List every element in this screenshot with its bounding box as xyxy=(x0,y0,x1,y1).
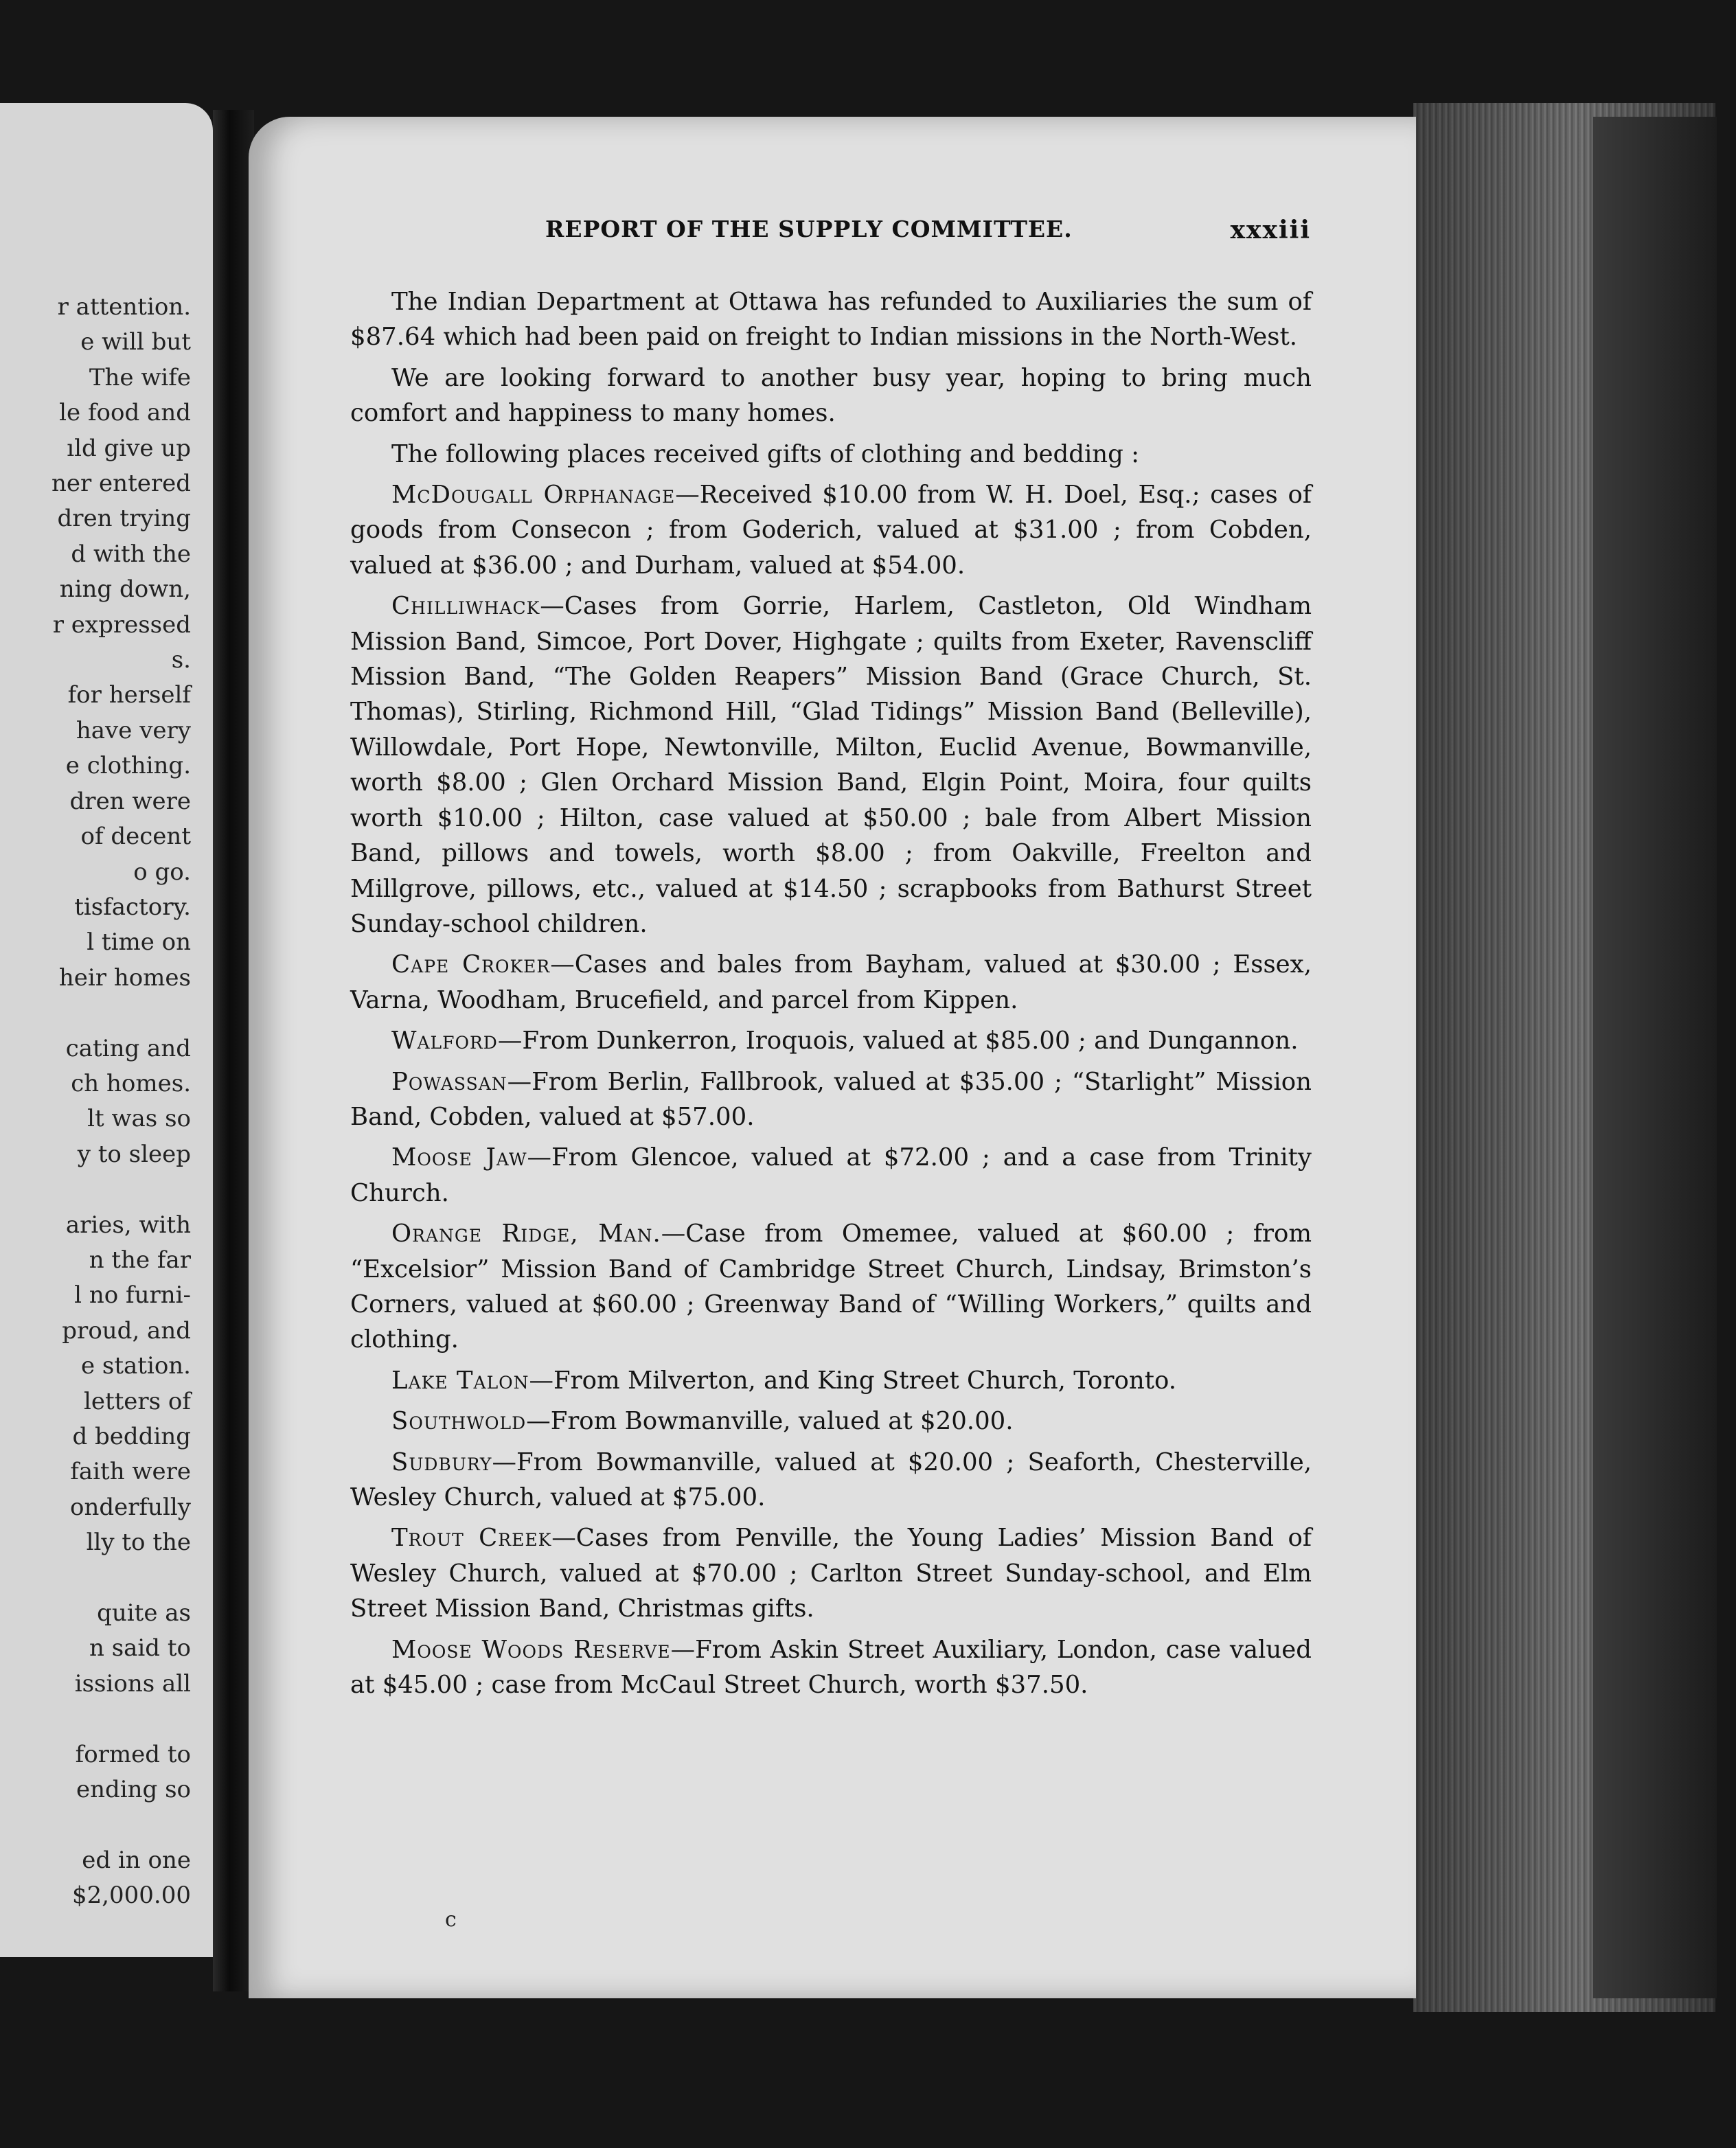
left-page-line: aries, with xyxy=(65,1211,191,1239)
left-page-line: e station. xyxy=(80,1352,191,1380)
entry-heading: Cape Croker xyxy=(391,950,551,979)
left-page-line: lt was so xyxy=(87,1105,191,1133)
entry-heading: Chilliwhack xyxy=(391,592,540,621)
entry-text: —From Bowmanville, valued at $20.00 ; Seaforth, Chesterville, Wesley Church, valued at $75.00. xyxy=(350,1448,1312,1511)
signature-mark: c xyxy=(445,1908,457,1932)
paragraph xyxy=(350,589,1312,941)
paragraph xyxy=(350,1216,1312,1358)
left-page-line: dren trying xyxy=(57,505,191,533)
paragraph xyxy=(350,437,1312,472)
left-page-line: ning down, xyxy=(59,575,191,604)
left-page-line xyxy=(52,1702,191,1737)
left-page-line: l no furni- xyxy=(74,1281,191,1310)
entry-text: —Case from Omemee, valued at $60.00 ; from “Excelsior” Mission Band of Cambridge Street Church, Lindsay, Brimston’s Corners, valued at $60.00 ; Greenway Band of “Willing Workers,” quilts and clothing. xyxy=(350,1220,1312,1354)
left-page-line: l time on xyxy=(87,928,191,957)
left-page-line: d bedding xyxy=(72,1423,191,1450)
entry-heading: Orange Ridge, Man. xyxy=(391,1220,661,1248)
paragraph xyxy=(350,1140,1312,1211)
left-page-line: d with the xyxy=(71,540,191,568)
entry-text: —Received $10.00 from W. H. Doel, Esq.; cases of goods from Consecon ; from Goderich, valued at $31.00 ; from Cobden, valued at $36.00 ; and Durham, valued at $54.00. xyxy=(350,481,1312,580)
left-page-line xyxy=(52,996,191,1031)
left-page-line: proud, and xyxy=(62,1316,191,1345)
left-page-line: onderfully xyxy=(70,1493,191,1521)
left-page-line: le food and xyxy=(59,399,191,427)
entry-text: —Cases from Penville, the Young Ladies’ Mission Band of Wesley Church, valued at $70.00 ; Carlton Street Sunday-school, and Elm Street Mission Band, Christmas gifts. xyxy=(350,1524,1312,1623)
entry-heading: Trout Creek xyxy=(391,1524,552,1553)
entry-text: We are looking forward to another busy year, hoping to bring much comfort and happiness to many homes. xyxy=(350,363,1312,428)
left-page-line xyxy=(52,1172,191,1207)
entry-heading: Powassan xyxy=(391,1067,507,1096)
left-page-line: faith were xyxy=(70,1458,191,1486)
left-page-line: quite as xyxy=(97,1599,191,1627)
entry-text: —Cases and bales from Bayham, valued at $30.00 ; Essex, Varna, Woodham, Brucefield, and parcel from Kippen. xyxy=(350,950,1312,1014)
left-page-line: for herself xyxy=(67,681,191,709)
book-gutter xyxy=(213,110,254,1991)
left-page-line xyxy=(52,1561,191,1596)
entry-heading: Walford xyxy=(391,1027,498,1055)
paragraph xyxy=(350,1363,1312,1398)
left-page-line: tisfactory. xyxy=(74,893,191,921)
paragraph xyxy=(350,947,1312,1018)
paragraph xyxy=(350,1064,1312,1135)
paragraph xyxy=(350,1445,1312,1516)
entry-heading: Southwold xyxy=(391,1407,527,1436)
paragraph xyxy=(350,477,1312,583)
paragraph xyxy=(350,1404,1312,1439)
entry-heading: McDougall Orphanage xyxy=(391,481,676,510)
left-page-line: heir homes xyxy=(58,963,191,992)
left-page-line: cating and xyxy=(65,1034,191,1062)
page-number: xxxiii xyxy=(1230,216,1311,244)
left-page-line: dren were xyxy=(69,787,191,815)
left-page-line: ed in one xyxy=(82,1846,191,1874)
entry-text: —From Askin Street Auxiliary, London, case valued at $45.00 ; case from McCaul Street Church, worth $37.50. xyxy=(350,1635,1312,1700)
left-page-line: ending so xyxy=(76,1776,191,1804)
left-page-line: y to sleep xyxy=(77,1140,191,1168)
book-cover-edge xyxy=(1593,117,1717,1998)
left-page-line: letters of xyxy=(83,1387,191,1415)
entry-heading: Moose Jaw xyxy=(391,1143,527,1172)
left-page-line: n the far xyxy=(89,1246,191,1274)
entry-text: —From Dunkerron, Iroquois, valued at $85.00 ; and Dungannon. xyxy=(497,1027,1299,1055)
left-page-line: formed to xyxy=(75,1740,191,1768)
left-page-line: n said to xyxy=(89,1634,191,1663)
left-page-line: $2,000.00 xyxy=(71,1882,191,1910)
left-page-line: o go. xyxy=(133,858,191,886)
entry-text: The Indian Department at Ottawa has refunded to Auxiliaries the sum of $87.64 which had been paid on freight to Indian missions in the North-West. xyxy=(350,288,1312,352)
left-page-line: e clothing. xyxy=(65,752,191,780)
left-page-line: lly to the xyxy=(86,1529,191,1557)
left-page-line: ner entered xyxy=(51,470,191,498)
entry-text: —From Bowmanville, valued at $20.00. xyxy=(526,1407,1014,1436)
paragraph xyxy=(350,1632,1312,1703)
paragraph xyxy=(350,284,1312,355)
entry-heading: Sudbury xyxy=(391,1448,492,1476)
entry-text: The following places received gifts of clothing and bedding : xyxy=(391,439,1140,468)
paragraph xyxy=(350,1520,1312,1626)
entry-text: —From Milverton, and King Street Church, Toronto. xyxy=(529,1366,1177,1395)
left-page-line: r expressed xyxy=(52,610,191,639)
paragraph xyxy=(350,361,1312,431)
left-page-text xyxy=(52,290,191,1914)
paragraph xyxy=(350,1023,1312,1058)
entry-text: —Cases from Gorrie, Harlem, Castleton, Old Windham Mission Band, Simcoe, Port Dover, Highgate ; quilts from Exeter, Ravenscliff Mission Band, “The Golden Reapers” Mission Band (Grace Church, St. Thomas), Stirling, Richmond Hill, “Glad Tidings” Mission Band (Belleville), Willowdale, Port Hope, Newtonville, Milton, Euclid Avenue, Bowmanville, worth $8.00 ; Glen Orchard Mission Band, Elgin Point, Moira, four quilts worth $10.00 ; Hilton, case valued at $50.00 ; bale from Albert Mission Band, pillows and towels, worth $8.00 ; from Oakville, Freelton and Millgrove, pillows, etc., valued at $14.50 ; scrapbooks from Bathurst Street Sunday-school children. xyxy=(350,592,1312,938)
entry-heading: Lake Talon xyxy=(391,1366,529,1395)
left-page-line: have very xyxy=(76,716,191,744)
left-page-line: The wife xyxy=(89,363,191,391)
left-page-line: ıld give up xyxy=(67,434,191,462)
running-head-title: REPORT OF THE SUPPLY COMMITTEE. xyxy=(545,216,1073,242)
page-body xyxy=(350,284,1312,1708)
entry-heading: Moose Woods Reserve xyxy=(391,1635,671,1664)
left-page-line: ch homes. xyxy=(71,1069,191,1097)
left-page-line: r attention. xyxy=(57,293,191,321)
left-page-line: issions all xyxy=(74,1669,191,1698)
entry-text: —From Glencoe, valued at $72.00 ; and a case from Trinity Church. xyxy=(350,1143,1312,1207)
left-page-line: s. xyxy=(171,646,191,674)
left-page xyxy=(0,103,213,1957)
left-page-line: e will but xyxy=(80,328,191,356)
entry-text: —From Berlin, Fallbrook, valued at $35.00 ; “Starlight” Mission Band, Cobden, valued at $57.00. xyxy=(350,1067,1312,1131)
left-page-line: of decent xyxy=(80,823,191,851)
left-page-line xyxy=(52,1807,191,1842)
